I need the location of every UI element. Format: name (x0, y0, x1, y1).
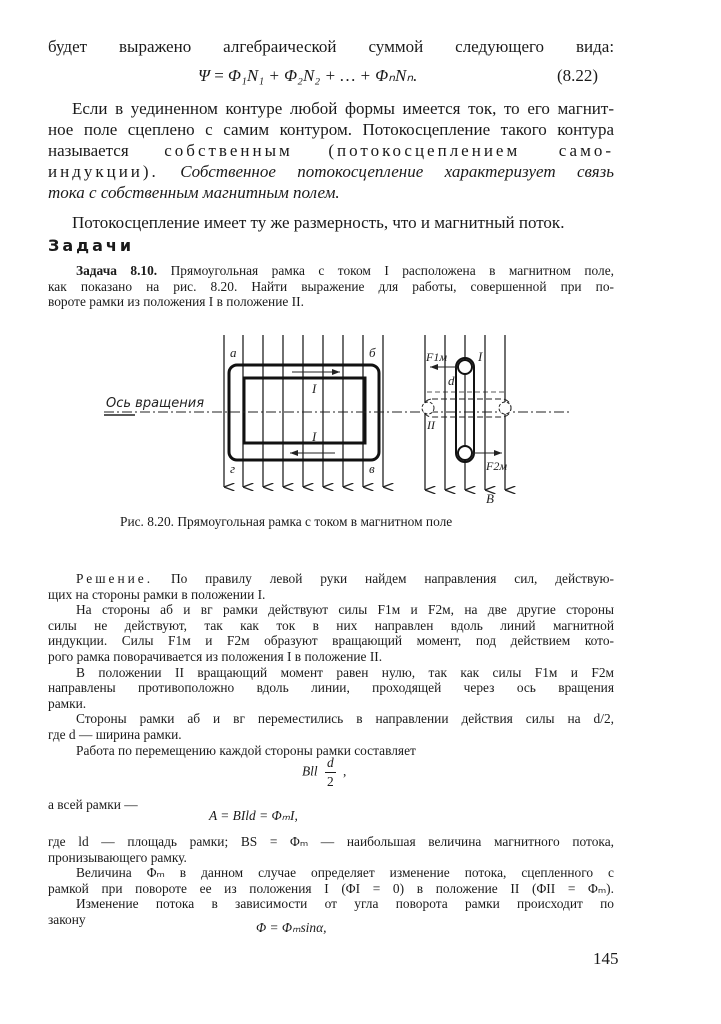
equation-number: (8.22) (557, 66, 599, 85)
field-label-b: B (486, 491, 494, 505)
text: называется (48, 141, 129, 160)
line (48, 571, 614, 587)
position-label-1: I (478, 349, 483, 364)
line: рого рамка поворачивается из положения I в положение II. (48, 648, 383, 664)
formula-work-total: A = BIld = ΦₘI, (209, 808, 298, 823)
text: Прямоугольная рамка с током I расположена в магнитном поле, (170, 263, 614, 278)
figure-caption: Рис. 8.20. Прямоугольная рамка с током в магнитном поле (120, 514, 453, 529)
formula-work-side (302, 754, 346, 791)
formula-tail: , (343, 763, 347, 779)
paragraph-self-flux-linkage (48, 98, 614, 203)
line: как показано на рис. 8.20. Найти выражение для работы, совершенной при по- (48, 278, 614, 294)
line: рамкой при повороте ее из положения I (ΦI = 0) в положение II (ΦII = Φₘ). (48, 880, 614, 896)
line (48, 161, 614, 182)
current-label-bottom: I (312, 429, 317, 444)
word: выражено (119, 37, 192, 56)
conductor-top (458, 360, 472, 374)
word: суммой (368, 37, 424, 56)
current-label-top: I (312, 381, 317, 396)
line: На стороны аб и вг рамки действуют силы F1м и F2м, на две другие стороны (76, 602, 614, 618)
line: пронизывающего рамку. (48, 849, 187, 865)
line: Работа по перемещению каждой стороны рамки составляет (76, 742, 416, 758)
line: вороте рамки из положения I в положение II. (48, 294, 304, 310)
formula-lhs: Ψ (198, 66, 210, 85)
position-label-2: II (427, 418, 435, 432)
line: Изменение потока в зависимости от угла поворота рамки происходит по (76, 896, 614, 912)
line: щих на стороны рамки в положении I. (48, 586, 266, 602)
line: где ld — площадь рамки; BS = Φₘ — наибольшая величина магнитного потока, (48, 834, 614, 849)
line: рамки. (48, 695, 87, 711)
line: В положении II вращающий момент равен нулю, так как силы F1м и F2м (76, 664, 614, 680)
emphasized-term: собственным (164, 141, 293, 160)
formula-flux-law: Φ = Φₘsinα, (256, 920, 327, 935)
force-label-1: F1м (426, 350, 447, 364)
force-label-2: F2м (486, 459, 507, 473)
frame-position-2 (423, 399, 511, 417)
solution (48, 571, 614, 758)
intro-line-1 (48, 36, 614, 57)
width-label: d (448, 373, 455, 388)
line: ное поле сцеплено с самим контуром. Потокосцепление такого контура (48, 120, 614, 139)
emphasized-term: (потокосцеплением само- (328, 141, 614, 160)
line: Стороны рамки аб и вг переместились в направлении действия силы на d/2, (76, 711, 614, 727)
problem-8-10 (48, 263, 614, 310)
line: закону (48, 911, 86, 927)
corner-label-b: б (369, 345, 376, 360)
numerator: d (325, 754, 336, 773)
figure-8-20 (90, 325, 570, 505)
line: направлены противоположно вдоль линии, проходящей через ось вращения (48, 680, 614, 696)
line: силы не действуют, так как ток в них направлен вдоль линий магнитной (48, 617, 614, 633)
line: а всей рамки — (48, 797, 138, 812)
field-lines-left (224, 335, 383, 487)
denominator: 2 (326, 774, 334, 789)
frame-inner (244, 378, 365, 443)
solution-continued (48, 834, 614, 928)
line (48, 140, 614, 161)
corner-label-g: г (230, 461, 236, 476)
line: Если в уединенном контуре любой формы имеется ток, то его магнит- (72, 99, 614, 118)
formula-8-22: Ψ = Φ₁N₁ + Φ₂N₂ + … + ΦₙNₙ. (198, 66, 418, 85)
word: будет (48, 37, 88, 56)
problem-label: Задача 8.10. (76, 263, 158, 278)
page-number: 145 (593, 949, 619, 968)
paragraph-dimension: Потокосцепление имеет ту же размерность, что и магнитный поток. (72, 213, 565, 232)
text: По правилу левой руки найдем направления сил, действую- (170, 571, 614, 586)
line: тока с собственным магнитным полем. (48, 183, 340, 202)
section-heading: Задачи (48, 236, 135, 255)
formula-lhs: Bll (302, 763, 318, 779)
conductor-bottom (458, 446, 472, 460)
word: алгебраической (223, 37, 337, 56)
solution-label: Решение. (76, 571, 154, 586)
word: вида: (576, 37, 615, 56)
corner-label-a: а (230, 345, 237, 360)
formula-rhs: Φ₁N₁ + Φ₂N₂ + … + ΦₙNₙ. (228, 66, 418, 85)
line: Величина Φₘ в данном случае определяет изменение потока, сцепленного с (76, 865, 614, 881)
word: следующего (455, 37, 545, 56)
corner-label-v: в (369, 461, 375, 476)
fraction (325, 754, 336, 791)
line: индукции. Силы F1м и F2м образуют вращающий момент, под действием кото- (48, 633, 614, 649)
emphasized-term: индукции). (48, 162, 159, 181)
line: где d — ширина рамки. (48, 726, 182, 742)
line (48, 263, 614, 279)
conductor-left (422, 402, 434, 414)
conductor-right (499, 402, 511, 414)
axis-label: Ось вращения (106, 396, 205, 411)
italic-text: Собственное потокосцепление характеризует связь (180, 162, 614, 181)
